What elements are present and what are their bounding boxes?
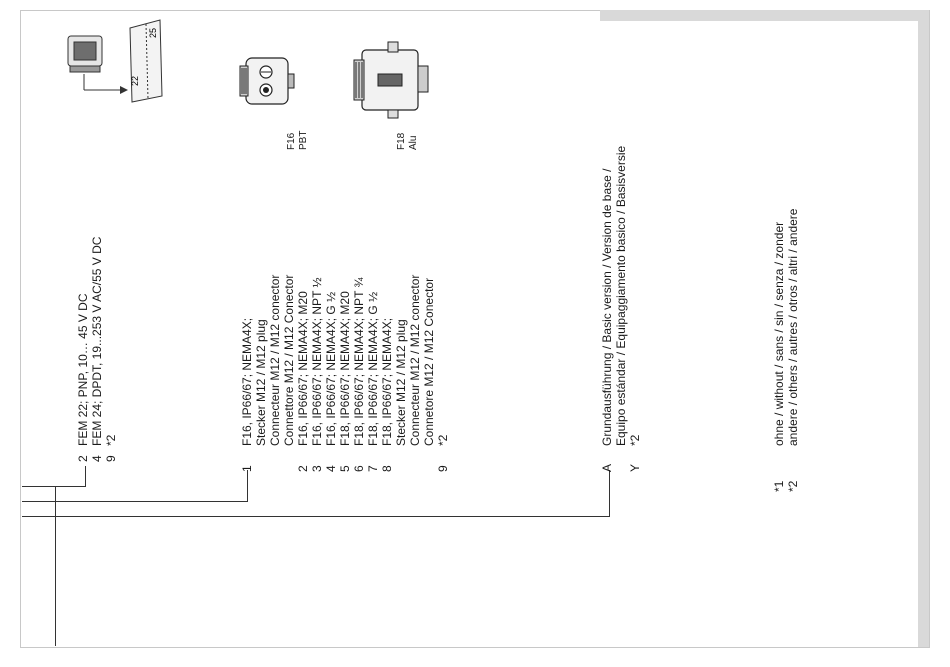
f18-label	[396, 133, 420, 150]
code-blank	[422, 465, 436, 472]
alu-label-line: Alu	[408, 135, 419, 150]
bracket-line-1	[22, 486, 85, 487]
code-blank	[614, 464, 628, 472]
footnote-text	[772, 209, 800, 446]
fem22-line: FEM 22; PNP, 10… 45 V DC	[76, 293, 90, 446]
footnote-line-2: andere / others / autres / otros / altri / andere	[786, 208, 800, 446]
page-label-25: 25	[148, 27, 158, 38]
footnote-line-1: ohne / without / sans / sin / senza / zonder	[772, 221, 786, 446]
f16-label	[286, 131, 310, 150]
code-9: 9	[436, 465, 450, 472]
code-3: 3	[310, 465, 324, 472]
footnote-ref: *2	[628, 434, 642, 446]
footnote-mark-2: *2	[786, 480, 800, 492]
pbt-label-line: PBT	[298, 130, 309, 150]
bracket-tick-2	[247, 470, 248, 502]
code-blank	[282, 465, 296, 472]
section2-text	[240, 275, 450, 446]
code-4: 4	[324, 465, 338, 472]
code-blank	[408, 465, 422, 472]
option-line: Stecker M12 / M12 plug	[394, 319, 408, 446]
option-line: Stecker M12 / M12 plug	[254, 319, 268, 446]
f18-label-line: F18	[396, 132, 407, 150]
footnote-ref: *2	[436, 434, 450, 446]
option-line: Connettore M12 / M12 Conector	[282, 274, 296, 446]
section2-codes	[240, 465, 450, 472]
f16-label-line: F16	[286, 132, 297, 150]
option-line: Connecteur M12 / M12 conector	[408, 274, 422, 446]
section1-text	[76, 237, 118, 446]
footnote-mark-1: *1	[772, 480, 786, 492]
option-line: F18, IP66/67; NEMA4X;	[380, 317, 394, 446]
section3-text	[600, 146, 642, 446]
option-line: F18, IP66/67; NEMA4X; NPT ¾	[352, 277, 366, 446]
basic-version-line: Grundausführung / Basic version / Version de base /	[600, 168, 614, 446]
code-y: Y	[628, 463, 642, 472]
footnote-ref: *2	[104, 434, 118, 446]
module-to-pages-icon	[60, 16, 180, 106]
bracket-line-3	[22, 516, 610, 517]
option-line: F16, IP66/67; NEMA4X; NPT ½	[310, 277, 324, 446]
code-blank	[394, 465, 408, 472]
footnote-marks	[772, 481, 800, 492]
code-2: 2	[76, 455, 90, 462]
bracket-tick-1	[85, 466, 86, 487]
option-line: Connecteur M12 / M12 conector	[268, 274, 282, 446]
code-blank	[254, 465, 268, 472]
gray-strip-top	[600, 10, 929, 21]
code-blank	[268, 465, 282, 472]
option-line: F16, IP66/67; NEMA4X; M20	[296, 291, 310, 446]
fem24-line: FEM 24; DPDT, 19...253 V AC/55 V DC	[90, 236, 104, 446]
code-1: 1	[240, 465, 254, 472]
code-a: A	[600, 463, 614, 472]
option-line: F18, IP66/67; NEMA4X; M20	[338, 291, 352, 446]
code-7: 7	[366, 465, 380, 472]
bracket-tick-3	[609, 470, 610, 517]
option-line: Connetore M12 / M12 Conector	[422, 277, 436, 446]
option-line: F18, IP66/67; NEMA4X; G ½	[366, 291, 380, 446]
vertical-line-1	[55, 486, 56, 646]
code-8: 8	[380, 465, 394, 472]
section3-codes	[600, 464, 642, 472]
basic-version-line: Equipo estándar / Equipaggiamento basico / Basisversie	[614, 145, 628, 446]
page-label-22: 22	[130, 75, 140, 86]
option-line: F16, IP66/67; NEMA4X;	[240, 317, 254, 446]
code-4: 4	[90, 455, 104, 462]
code-5: 5	[338, 465, 352, 472]
code-9: 9	[104, 455, 118, 462]
option-line: F16, IP66/67; NEMA4X; G ½	[324, 291, 338, 446]
code-2: 2	[296, 465, 310, 472]
code-6: 6	[352, 465, 366, 472]
bracket-line-2	[22, 501, 247, 502]
f16-housing-icon	[236, 52, 300, 110]
f18-housing-icon	[348, 40, 438, 120]
gray-strip-right	[918, 10, 929, 647]
